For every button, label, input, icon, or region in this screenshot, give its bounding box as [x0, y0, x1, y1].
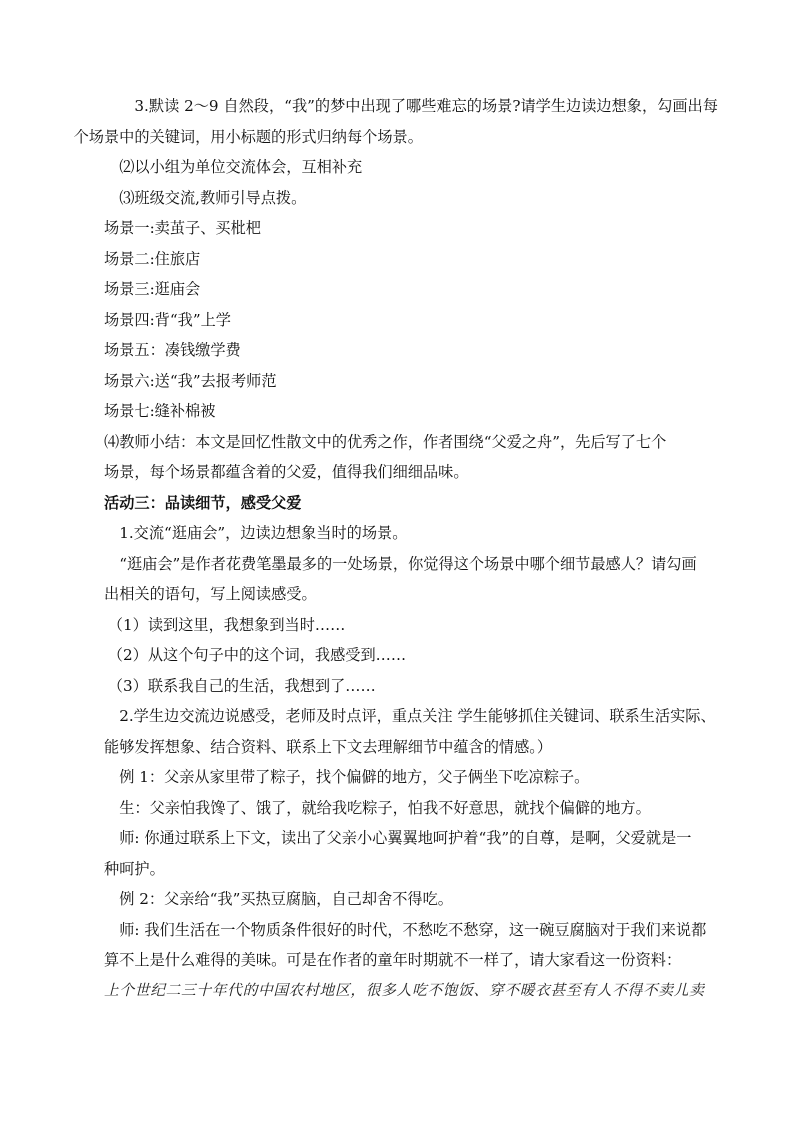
- prompt-1: （1）读到这里，我想象到当时……: [107, 615, 346, 634]
- scene-2: 场景二:住旅店: [104, 249, 201, 268]
- text-line: 能够发挥想象、结合资料、联系上下文去理解细节中蕴含的情感。）: [104, 737, 553, 756]
- paragraph-step-2: ⑵以小组为单位交流体会，互相补充: [119, 158, 363, 176]
- text-line: 师: 我们生活在一个物质条件很好的时代，不愁吃不愁穿，这一碗豆腐脑对于我们来说都: [119, 920, 707, 939]
- example-1: 例 1：父亲从家里带了粽子，找个偏僻的地方，父子俩坐下吃凉粽子。: [119, 768, 590, 786]
- paragraph-activity-2: [104, 701, 720, 762]
- paragraph-miaohui-question: [104, 549, 720, 610]
- student-answer: 生：父亲怕我馋了、饿了，就给我吃粽子，怕我不好意思，就找个偏僻的地方。: [119, 798, 651, 817]
- text-line: 师: 你通过联系上下文，读出了父亲小心翼翼地呵护着“我”的自尊，是啊，父爱就是一: [119, 829, 692, 847]
- text-line: 2.学生边交流边说感受，老师及时点评，重点关注 学生能够抓住关键词、联系生活实际、: [119, 707, 716, 725]
- text-line: “逛庙会”是作者花费笔墨最多的一处场景，你觉得这个场景中哪个细节最感人？请勾画: [119, 554, 697, 573]
- paragraph-question-3: [73, 91, 720, 152]
- document-body: [73, 91, 720, 1006]
- activity-heading: 活动三：品读细节，感受父爱: [104, 493, 302, 512]
- text-line: 出相关的语句，写上阅读感受。: [104, 585, 317, 603]
- text-line: 场景，每个场景都蕴含着的父爱，值得我们细细品味。: [104, 463, 469, 481]
- scene-4: 场景四:背“我”上学: [104, 310, 231, 329]
- paragraph-step-3: ⑶班级交流,教师引导点拨。: [119, 188, 307, 207]
- paragraph-activity-1: 1.交流“逛庙会”，边读边想象当时的场景。: [119, 524, 408, 542]
- text-line: 种呵护。: [104, 859, 165, 878]
- teacher-comment-2: [104, 915, 720, 976]
- prompt-3: （3）联系我自己的生活，我想到了……: [107, 676, 376, 695]
- text-line: 个场景中的关键词，用小标题的形式归纳每个场景。: [73, 127, 423, 146]
- paragraph-step-4: [104, 427, 720, 488]
- scene-7: 场景七:缝补棉被: [104, 402, 216, 420]
- scene-3: 场景三:逛庙会: [104, 280, 201, 298]
- example-2: 例 2：父亲给“我”买热豆腐脑，自己却舍不得吃。: [119, 890, 453, 908]
- prompt-2: （2）从这个句子中的这个词，我感受到……: [107, 646, 407, 664]
- scene-1: 场景一:卖茧子、买枇杷: [104, 219, 261, 237]
- reference-material: 上个世纪二三十年代的中国农村地区，很多人吃不饱饭、穿不暖衣甚至有人不得不卖儿卖: [104, 981, 705, 999]
- text-line: 3.默读 2～9 自然段，“我”的梦中出现了哪些难忘的场景?请学生边读边想象，勾画出每: [134, 97, 718, 115]
- scene-5: 场景五：凑钱缴学费: [104, 341, 241, 359]
- text-line: ⑷教师小结：本文是回忆性散文中的优秀之作，作者围绕“父爱之舟”，先后写了七个: [104, 432, 667, 451]
- teacher-comment-1: [104, 823, 720, 884]
- text-line: 算不上是什么难得的美味。可是在作者的童年时期就不一样了，请大家看这一份资料：: [104, 951, 682, 969]
- scene-6: 场景六:送“我”去报考师范: [104, 371, 277, 390]
